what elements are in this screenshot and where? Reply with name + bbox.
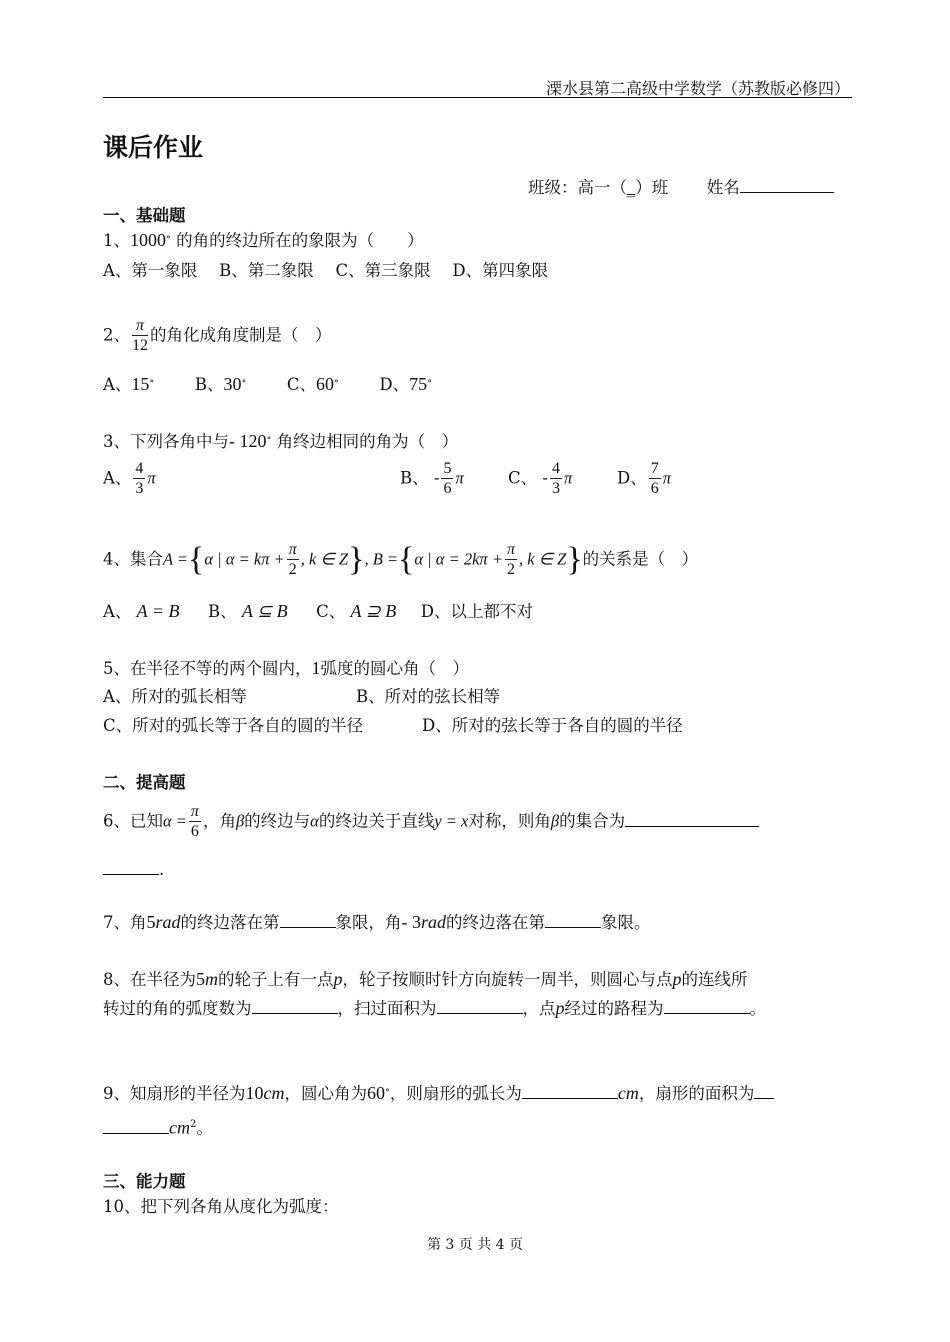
question-5-option-b: B、所对的弦长相等 (356, 687, 501, 706)
class-suffix: ）班 (635, 178, 669, 197)
name-field[interactable] (740, 176, 834, 193)
question-6: 6、已知α = $\frac{\pi}{6}$ ，角β的终边与α的终边关于直线y = x对称，则角β的集合为 (103, 804, 759, 840)
page-footer: 第 3 页 共 4 页 (426, 1237, 524, 1253)
section-heading-ability: 三、能力题 (103, 1172, 186, 1191)
q7-blank-1[interactable] (280, 911, 336, 928)
question-5-option-a: A、所对的弧长相等 (103, 687, 247, 706)
q8-blank-1[interactable] (252, 997, 338, 1014)
q8-blank-2[interactable] (437, 997, 523, 1014)
section-heading-advanced: 二、提高题 (103, 773, 186, 792)
question-5-option-c: C、所对的弧长等于各自的圆的半径 (103, 716, 364, 735)
question-8-line-2: 转过的角的弧度数为 ，扫过面积为 ，点p经过的路程为 。 (103, 998, 766, 1018)
question-7: 7、角5rad的终边落在第 象限，角- 3rad的终边落在第 象限。 (103, 912, 651, 932)
question-9: 9、知扇形的半径为10cm，圆心角为60∘，则扇形的弧长为 cm，扇形的面积为 (103, 1082, 774, 1105)
question-4: 4、集合A ={α | α = kπ + $\frac{\pi}{2}$ , k ∈ Z}, B ={α | α = 2kπ + $\frac{\pi}{2}$ , k ∈ Z}的关系是（ ） (103, 541, 699, 578)
question-1-options: A、第一象限 B、第二象限 C、第三象限 D、第四象限 (103, 261, 549, 280)
question-2: 2、 $\frac{\pi}{12}$ 的角化成角度制是（ ） (103, 317, 332, 354)
q6-answer-blank[interactable] (625, 810, 759, 827)
question-5-option-d: D、所对的弦长等于各自的圆的半径 (422, 716, 683, 735)
question-3-option-d: D、 $\frac{7}{6}$ π (617, 460, 672, 497)
question-9-line-2: $cm^2$。 (103, 1114, 213, 1140)
question-3-option-b: B、 - $\frac{5}{6}$ π (400, 460, 464, 497)
q2-fraction: $\frac{\pi}{12}$ (132, 317, 148, 354)
question-5: 5、在半径不等的两个圆内，1弧度的圆心角（ ） (103, 658, 469, 678)
class-label: 班级：高一（ (528, 178, 627, 197)
q6-answer-blank-cont[interactable] (103, 858, 159, 875)
question-2-options: A、15∘ B、30∘ C、60∘ D、75∘ (103, 374, 433, 394)
q8-blank-3[interactable] (664, 997, 750, 1014)
q7-blank-2[interactable] (545, 911, 601, 928)
question-4-options: A、 A = B B、 A ⊆ B C、 A ⊇ B D、以上都不对 (103, 601, 533, 621)
page-title: 课后作业 (103, 133, 204, 162)
q9-blank-1[interactable] (522, 1082, 618, 1099)
page-header: 溧水县第二高级中学数学（苏教版必修四） (545, 79, 850, 98)
section-heading-basic: 一、基础题 (103, 206, 186, 225)
header-rule (103, 97, 852, 98)
question-8: 8、在半径为5m的轮子上有一点p，轮子按顺时针方向旋转一周半，则圆心与点p的连线所 (103, 969, 748, 989)
question-10: 10、把下列各角从度化为弧度： (103, 1197, 339, 1216)
q9-blank-2[interactable] (103, 1117, 169, 1134)
question-6-continued: . (103, 858, 164, 881)
class-line (528, 176, 834, 199)
question-3-option-c: C、 - $\frac{4}{3}$ π (508, 460, 573, 497)
question-1: 1、1000∘ 的角的终边所在的象限为（ ） (103, 230, 424, 250)
question-3-option-a: A、 $\frac{4}{3}$ π (103, 460, 156, 497)
question-3: 3、下列各角中与- 120∘ 角终边相同的角为（ ） (103, 431, 459, 451)
class-blank[interactable]: _ (627, 178, 636, 197)
name-label: 姓名 (706, 178, 740, 197)
q9-blank-2-start[interactable] (754, 1082, 774, 1099)
